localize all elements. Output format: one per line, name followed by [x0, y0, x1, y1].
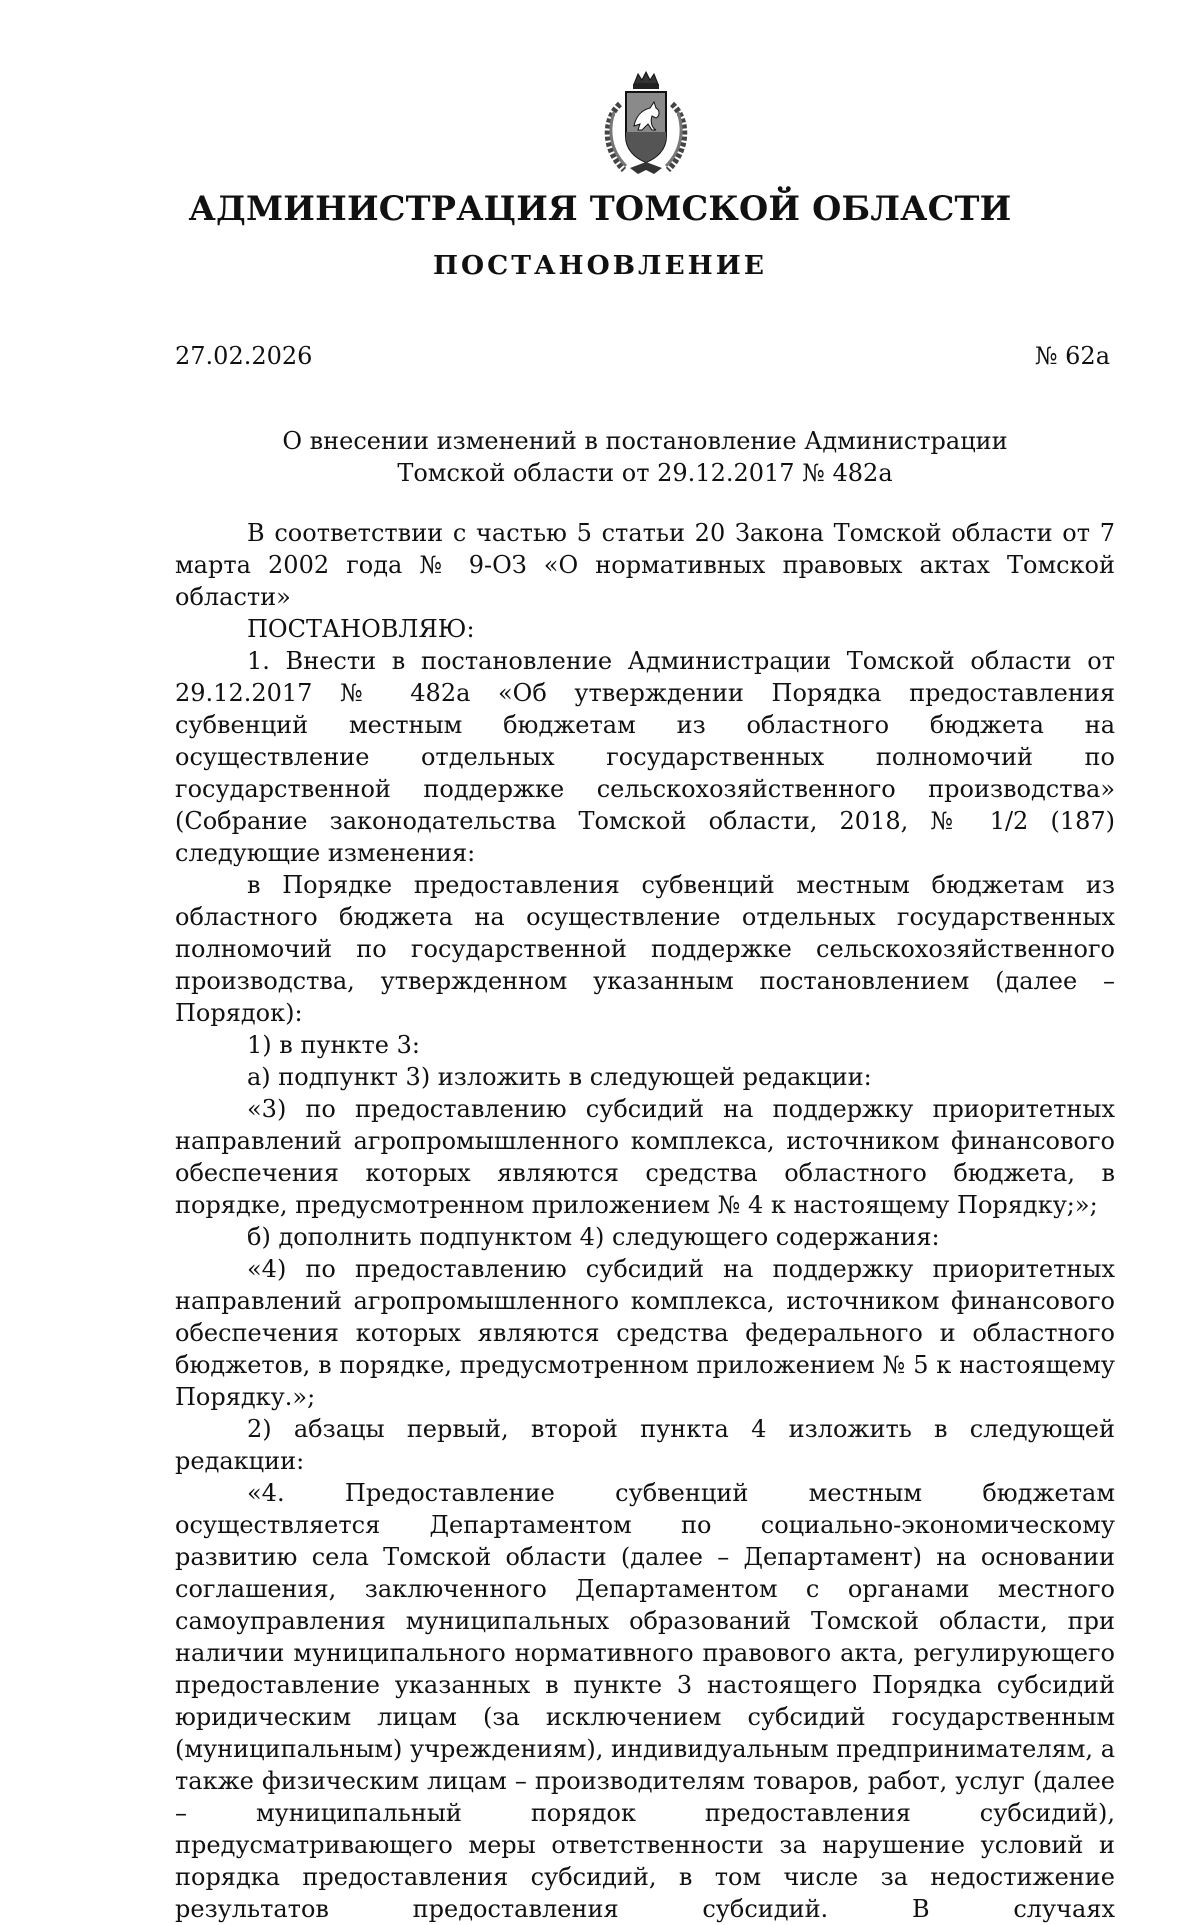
paragraph-resolve: ПОСТАНОВЛЯЮ:: [247, 615, 475, 643]
document-title: [0, 425, 1200, 489]
document-number: № 62а: [1034, 342, 1110, 370]
organization-name: АДМИНИСТРАЦИЯ ТОМСКОЙ ОБЛАСТИ: [188, 189, 1012, 228]
paragraph-subpoint-a: а) подпункт 3) изложить в следующей редакции:: [247, 1063, 872, 1091]
paragraph-quote-4: «4) по предоставлению субсидий на поддержку приоритетных направлений агропромышленного комплекса, источником финансового обеспечения которых являются средства федерального и областного бюджетов, в порядке, предусмотренном приложением № 5 к настоящему Порядку.»;: [175, 1255, 1115, 1411]
paragraph-item-2: 2) абзацы первый, второй пункта 4 изложить в следующей редакции:: [175, 1415, 1115, 1475]
paragraph-item-1: 1. Внести в постановление Администрации Томской области от 29.12.2017 № 482а «Об утверждении Порядка предоставления субвенций местным бюджетам из областного бюджета на осуществление отдельных государственных полномочий по государственной поддержке сельскохозяйственного производства» (Собрание законодательства Томской области, 2018, № 1/2 (187) следующие изменения:: [175, 647, 1115, 867]
paragraph-point-4: «4. Предоставление субвенций местным бюджетам осуществляется Департаментом по социально-экономическому развитию села Томской области (далее – Департамент) на основании соглашения, заключенного Департаментом с органами местного самоуправления муниципальных образований Томской области, при наличии муниципального нормативного правового акта, регулирующего предоставление указанных в пункте 3 настоящего Порядка субсидий юридическим лицам (за исключением субсидий государственным (муниципальным) учреждениям), индивидуальным предпринимателям, а также физическим лицам – производителям товаров, работ, услуг (далее – муниципальный порядок предоставления субсидий), предусматривающего меры ответственности за нарушение условий и порядка предоставления субсидий, в том числе за недостижение результатов предоставления субсидий. В случаях: [175, 1479, 1115, 1923]
title-line: Томской области от 29.12.2017 № 482а: [397, 459, 893, 487]
tomsk-coat-of-arms-icon: [590, 70, 702, 182]
document-date: 27.02.2026: [175, 342, 313, 370]
title-line: О внесении изменений в постановление Администрации: [282, 427, 1008, 455]
paragraph-subpoint-b: б) дополнить подпунктом 4) следующего содержания:: [247, 1223, 940, 1251]
paragraph-preamble: В соответствии с частью 5 статьи 20 Закона Томской области от 7 марта 2002 года № 9-ОЗ «О нормативных правовых актах Томской области»: [175, 519, 1115, 611]
document-type: ПОСТАНОВЛЕНИЕ: [433, 250, 767, 281]
paragraph-point-3: 1) в пункте 3:: [247, 1031, 420, 1059]
paragraph-quote-3: «3) по предоставлению субсидий на поддержку приоритетных направлений агропромышленного комплекса, источником финансового обеспечения которых являются средства областного бюджета, в порядке, предусмотренном приложением № 4 к настоящему Порядку;»;: [175, 1095, 1115, 1219]
paragraph-order-ref: в Порядке предоставления субвенций местным бюджетам из областного бюджета на осуществление отдельных государственных полномочий по государственной поддержке сельскохозяйственного производства, утвержденном указанным постановлением (далее – Порядок):: [175, 871, 1115, 1027]
document-body: [175, 517, 1115, 1925]
